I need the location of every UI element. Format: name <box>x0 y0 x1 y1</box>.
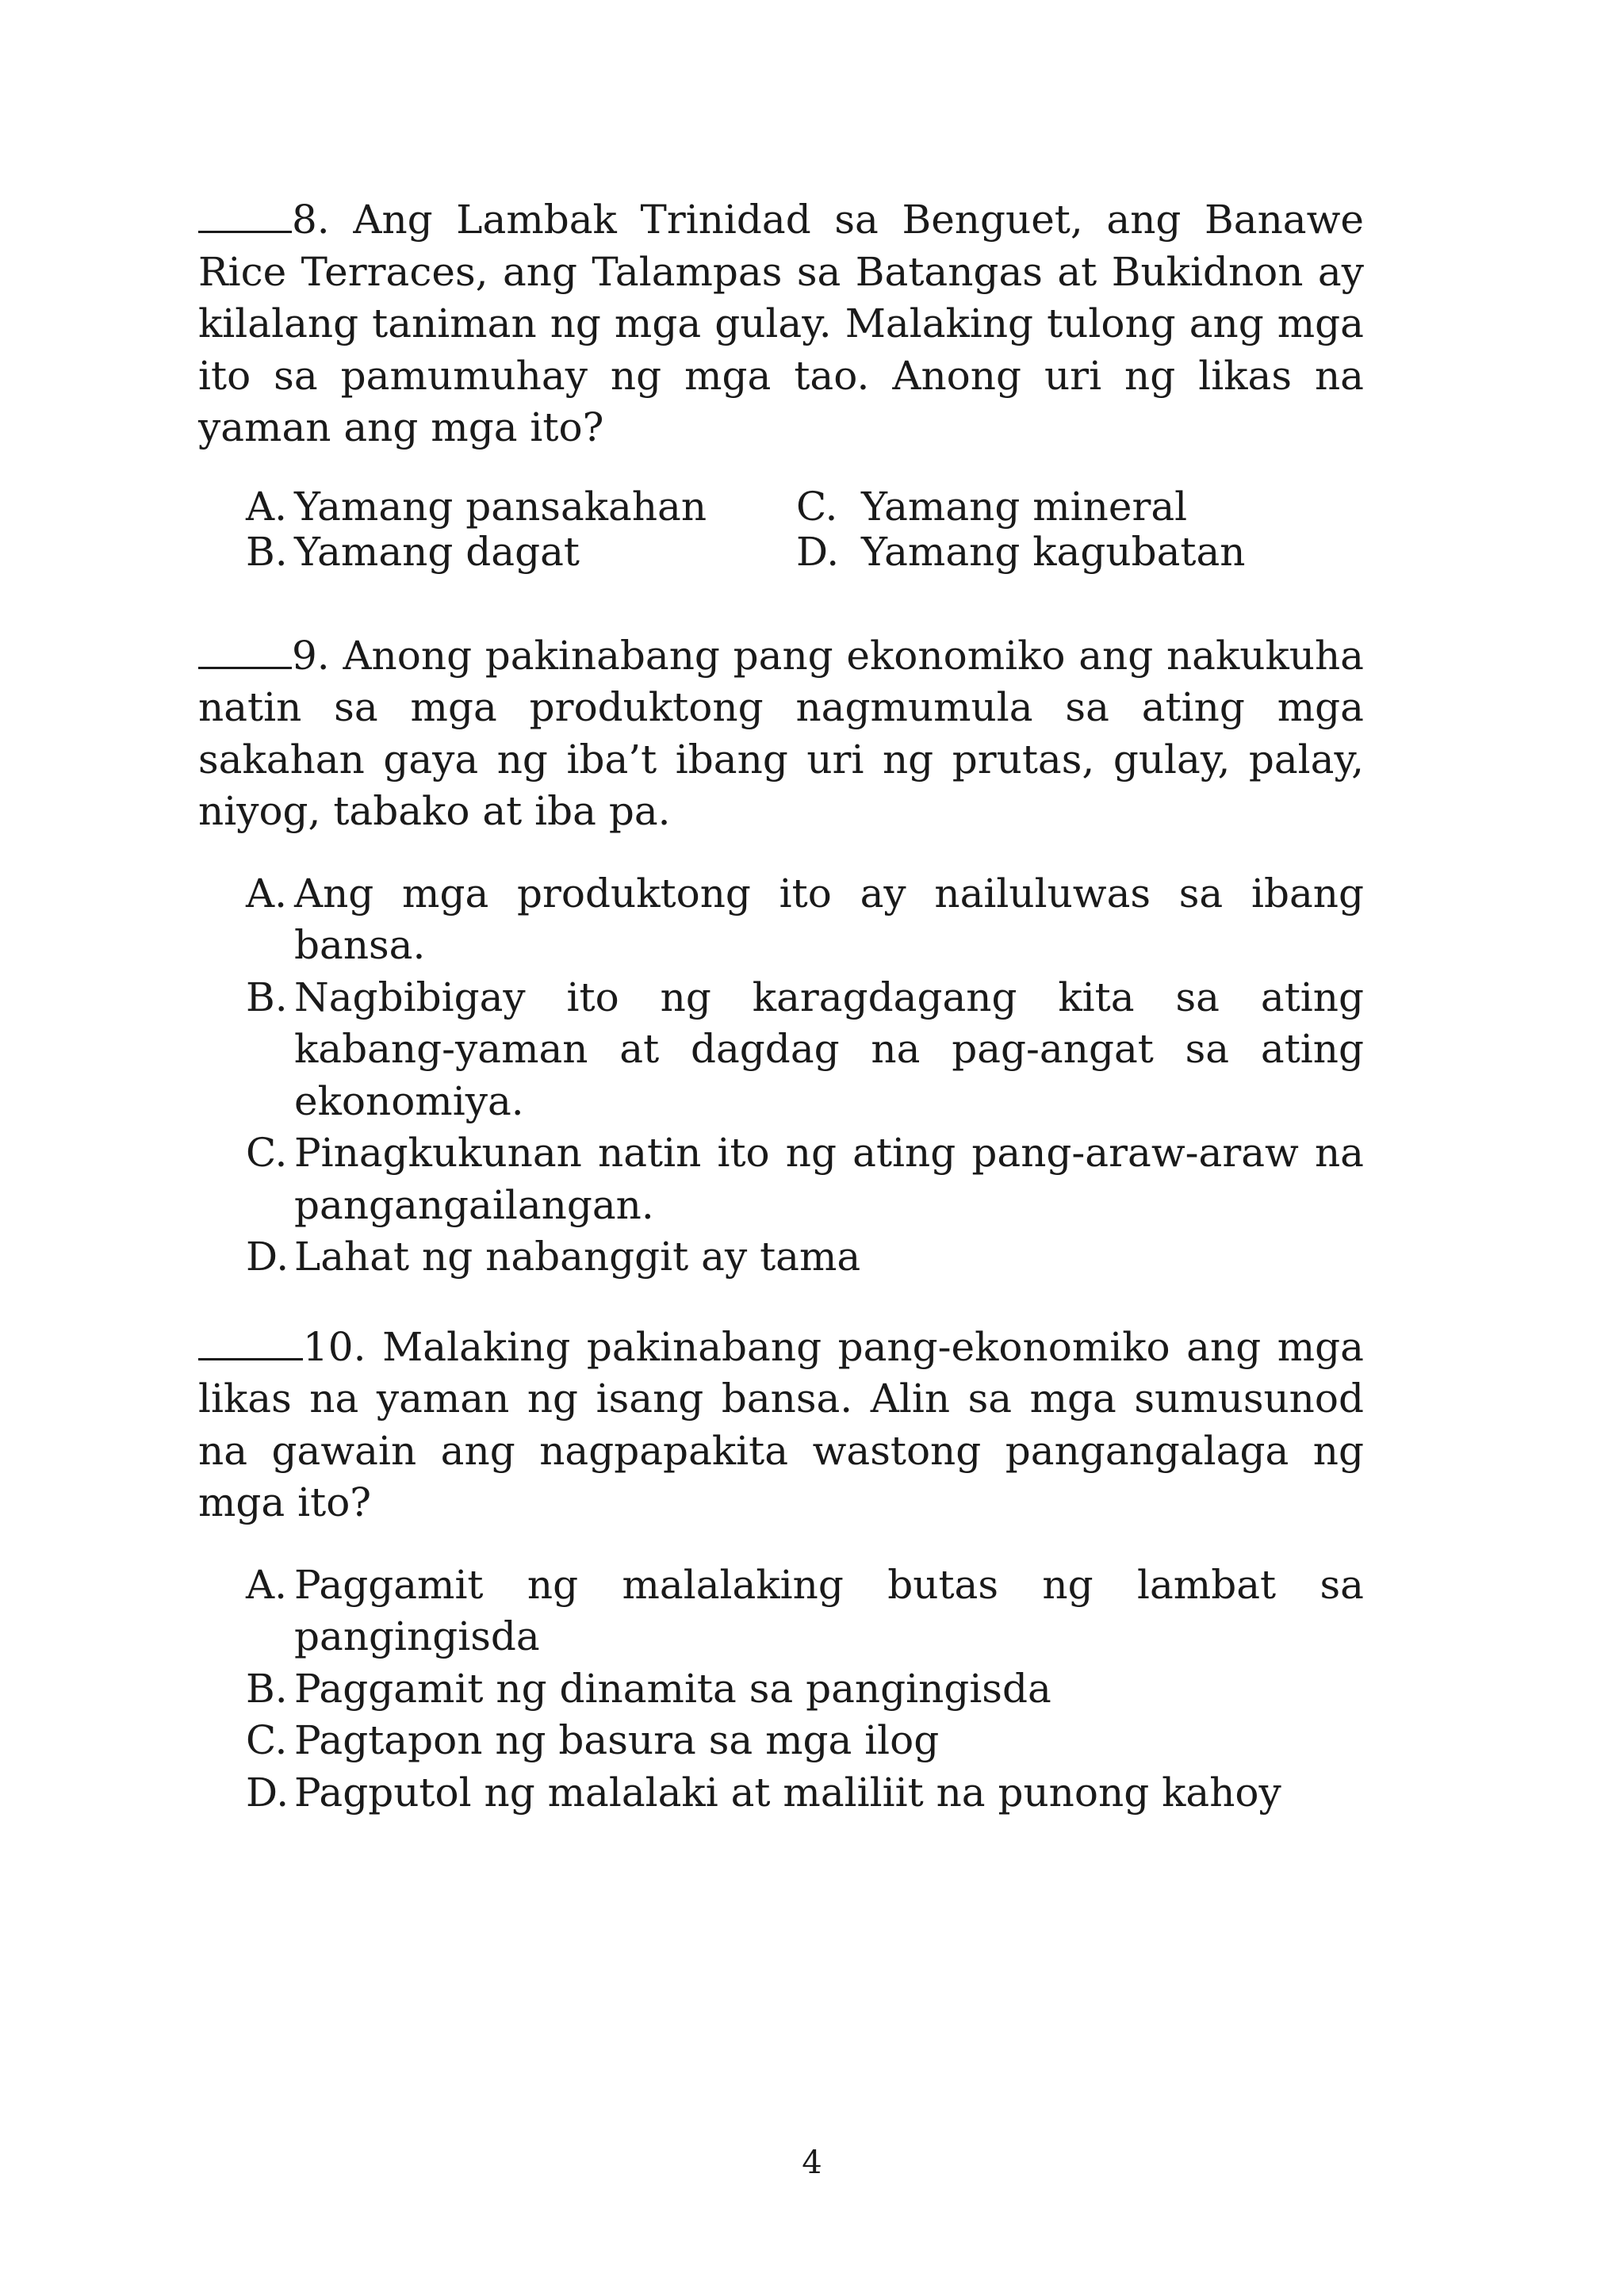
option-letter: A. <box>246 483 288 530</box>
option-letter: D. <box>246 1769 289 1816</box>
answer-blank <box>198 1323 303 1360</box>
option-text: Yamang kagubatan <box>861 528 1246 575</box>
question-10 <box>198 1322 1364 1529</box>
option-letter: A. <box>246 870 288 916</box>
question-text: Ang Lambak Trinidad sa Benguet, ang Banawe Rice Terraces, ang Talampas sa Batangas at Bukidnon ay kilalang taniman ng mga gulay. Malaking tulong ang mga ito sa pamumuhay ng mga tao. Anong uri ng likas na yaman ang mga ito? <box>198 197 1364 450</box>
question-number: 8. <box>292 197 330 243</box>
question-8 <box>198 194 1364 454</box>
question-text: Anong pakinabang pang ekonomiko ang nakukuha natin sa mga produktong nagmumula sa ating mga sakahan gaya ng iba’t ibang uri ng prutas, gulay, palay, niyog, tabako at iba pa. <box>198 632 1364 834</box>
answer-blank <box>198 196 292 233</box>
options-list <box>246 1559 1364 1820</box>
option-letter: C. <box>246 1130 288 1176</box>
option-b <box>246 530 796 575</box>
question-number: 10. <box>303 1323 366 1370</box>
option-a <box>246 868 1364 972</box>
answer-blank <box>198 632 292 669</box>
option-b <box>246 1663 1364 1716</box>
option-text: Yamang mineral <box>861 483 1188 530</box>
option-letter: C. <box>246 1717 288 1763</box>
option-d <box>246 1231 1364 1284</box>
question-9 <box>198 630 1364 838</box>
question-number: 9. <box>292 632 330 679</box>
option-text: Yamang dagat <box>294 528 580 575</box>
option-c <box>246 1715 1364 1767</box>
option-text: Lahat ng nabanggit ay tama <box>294 1234 861 1280</box>
page-number: 4 <box>802 2145 822 2181</box>
question-text: Malaking pakinabang pang-ekonomiko ang mga likas na yaman ng isang bansa. Alin sa mga sumusunod na gawain ang nagpapakita wastong pangangalaga ng mga ito? <box>198 1323 1364 1525</box>
option-letter: C. <box>796 483 838 530</box>
option-letter: B. <box>246 1665 288 1712</box>
option-a <box>246 1559 1364 1663</box>
option-letter: D. <box>796 528 840 575</box>
option-text: Pagtapon ng basura sa mga ilog <box>294 1717 940 1763</box>
option-letter: B. <box>246 528 288 575</box>
option-text: Pinagkukunan natin ito ng ating pang-araw-araw na pangangailangan. <box>294 1130 1364 1228</box>
option-letter: A. <box>246 1561 288 1608</box>
option-b <box>246 972 1364 1128</box>
option-c <box>796 484 1364 530</box>
option-letter: D. <box>246 1234 289 1280</box>
option-text: Paggamit ng malalaking butas ng lambat sa pangingisda <box>294 1561 1364 1659</box>
option-a <box>246 484 796 530</box>
option-d <box>246 1767 1364 1820</box>
option-text: Ang mga produktong ito ay nailuluwas sa ibang bansa. <box>294 870 1364 968</box>
option-text: Nagbibigay ito ng karagdagang kita sa ating kabang-yaman at dagdag na pag-angat sa ating ekonomiya. <box>294 974 1364 1124</box>
document-page <box>198 194 1364 1819</box>
option-text: Paggamit ng dinamita sa pangingisda <box>294 1665 1051 1712</box>
option-text: Pagputol ng malalaki at maliliit na punong kahoy <box>294 1769 1281 1816</box>
options-list <box>246 868 1364 1284</box>
option-d <box>796 530 1364 575</box>
option-letter: B. <box>246 974 288 1020</box>
option-text: Yamang pansakahan <box>294 483 707 530</box>
options-grid <box>246 484 1364 575</box>
option-c <box>246 1127 1364 1231</box>
